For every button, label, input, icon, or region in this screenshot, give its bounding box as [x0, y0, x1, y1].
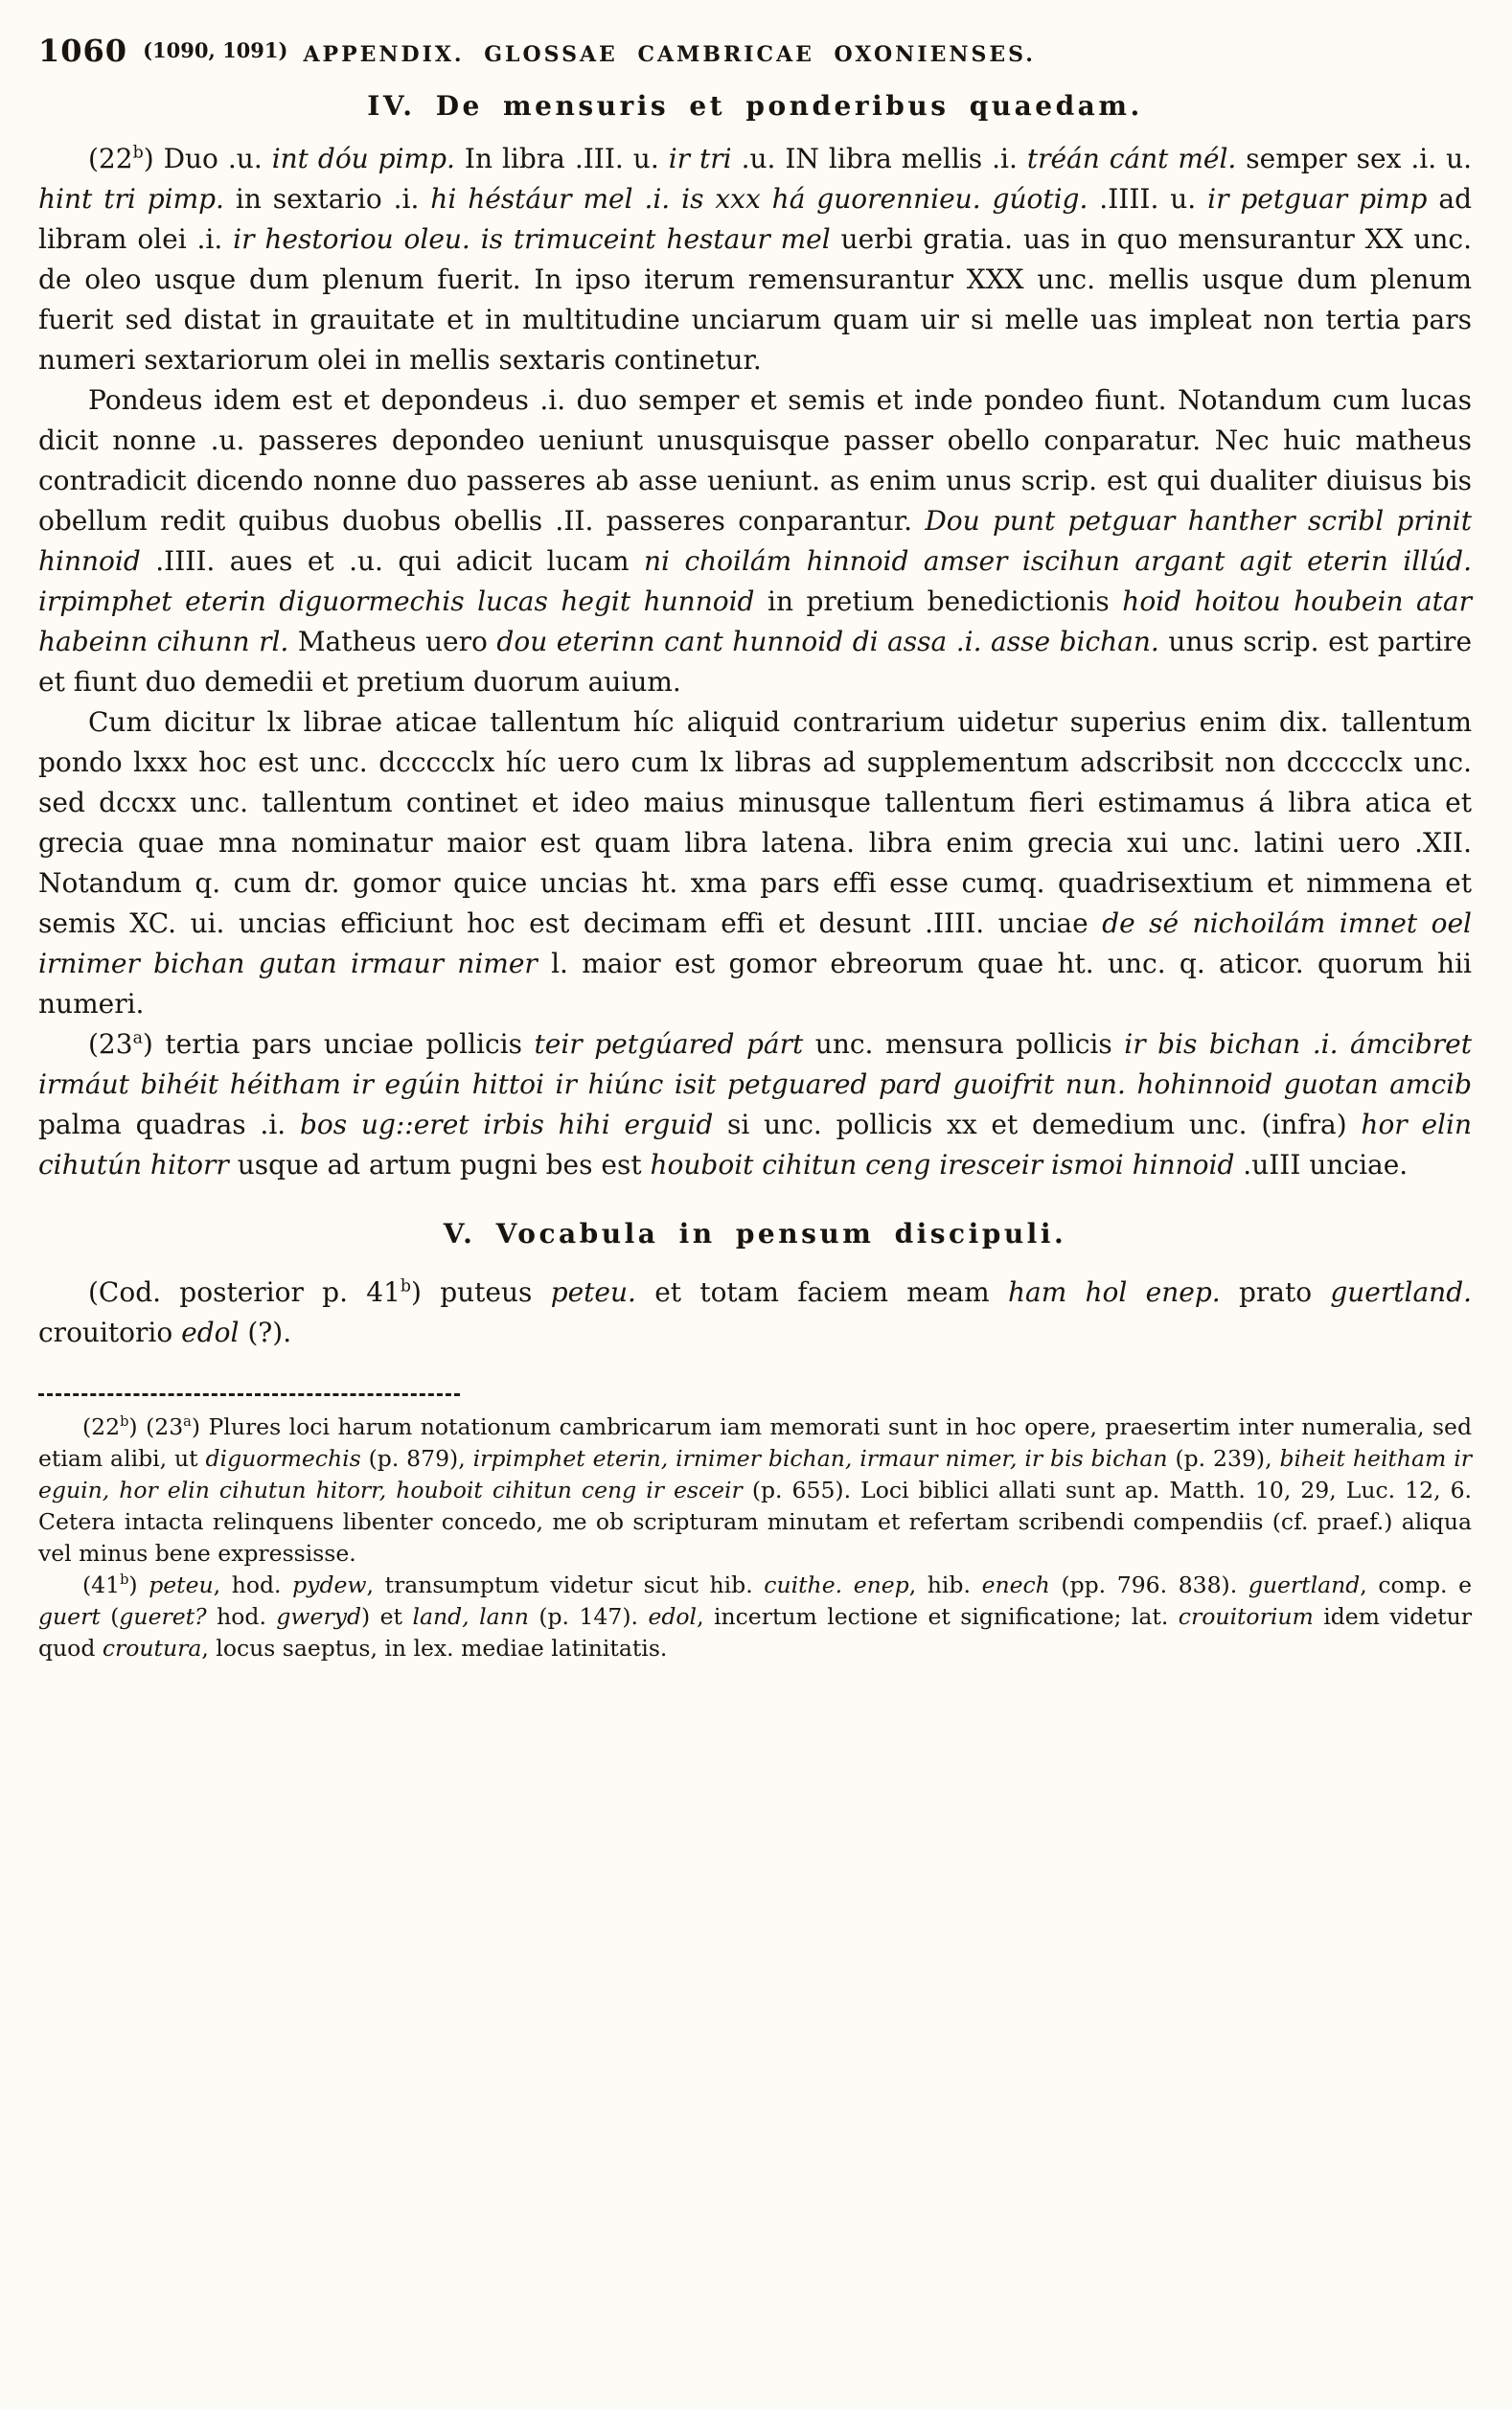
- page-number: 1060: [38, 33, 128, 69]
- footnotes-block: [38, 1411, 1472, 1664]
- section-iv-body: [38, 139, 1472, 1185]
- footnote-1: (22$^b$) (23$^a$) Plures loci harum notationum cambricarum iam memorati sunt in hoc opere, praesertim inter numeralia, sed etiam alibi, ut diguormechis (p. 879), irpimphet eterin, irnimer bichan, irmaur nimer, ir bis bichan (p. 239), biheit heitham ir eguin, hor elin cihutun hitorr, houboit cihitun ceng ir esceir (p. 655). Loci biblici allati sunt ap. Matth. 10, 29, Luc. 12, 6. Cetera intacta relinquens libenter concedo, me ob scripturam minutam et refertam scribendi compendiis (cf. praef.) aliqua vel minus bene expressisse.: [38, 1413, 1472, 1567]
- paragraph-vocabula: (Cod. posterior p. 41$^b$) puteus peteu. et totam faciem meam ham hol enep. prato guertland. crouitorio edol (?).: [38, 1276, 1473, 1348]
- paragraph-pollicis: (23$^a$) tertia pars unciae pollicis teir petgúared párt unc. mensura pollicis ir bis bichan .i. ámcibret irmáut bihéit héitham ir egúin hittoi ir hiúnc isit petguared pard guoifrit nun. hohinnoid guotan amcib palma quadras .i. bos ug::eret irbis hihi erguid si unc. pollicis xx et demedium unc. (infra) hor elin cihutún hitorr usque ad artum pugni bes est houboit cihitun ceng iresceir ismoi hinnoid .uIII unciae.: [38, 1028, 1473, 1181]
- section-heading-iv: IV. De mensuris et ponderibus quaedam.: [367, 90, 1143, 122]
- section-v-body: [38, 1273, 1472, 1353]
- paragraph-pondeus: Pondeus idem est et depondeus .i. duo semper et semis et inde pondeo fiunt. Notandum cum lucas dicit nonne .u. passeres depondeo ueniunt unusquisque passer obello conparatur. Nec huic matheus contradicit dicendo nonne duo passeres ab asse ueniunt. as enim unus scrip. est qui dualiter diuisus bis obellum redit quibus duobus obellis .II. passeres conparantur. Dou punt petguar hanther scribl prinit hinnoid .IIII. aues et .u. qui adicit lucam ni choilám hinnoid amser iscihun argant agit eterin illúd. irpimphet eterin diguormechis lucas hegit hunnoid in pretium benedictionis hoid hoitou houbein atar habeinn cihunn rl. Matheus uero dou eterinn cant hunnoid di assa .i. asse bichan. unus scrip. est partire et fiunt duo demedii et pretium duorum auium.: [38, 384, 1473, 698]
- running-title: APPENDIX. GLOSSAE CAMBRICAE OXONIENSES.: [303, 42, 1036, 67]
- footnote-separator: [38, 1393, 460, 1396]
- paragraph-mensuris-1: (22$^b$) Duo .u. int dóu pimp. In libra .III. u. ir tri .u. IN libra mellis .i. tréán cánt mél. semper sex .i. u. hint tri pimp. in sextario .i. hi héstáur mel .i. is xxx há guorennieu. gúotig. .IIII. u. ir petguar pimp ad libram olei .i. ir hestoriou oleu. is trimuceint hestaur mel uerbi gratia. uas in quo mensurantur XX unc. de oleo usque dum plenum fuerit. In ipso iterum remensurantur XXX unc. mellis usque dum plenum fuerit sed distat in grauitate et in multitudine unciarum quam uir si melle uas impleat non tertia pars numeri sextariorum olei in mellis sextaris continetur.: [38, 143, 1472, 376]
- section-heading-v: V. Vocabula in pensum discipuli.: [443, 1218, 1067, 1250]
- folio-refs: (1090, 1091): [143, 38, 288, 62]
- paragraph-tallentum: Cum dicitur lx librae aticae tallentum híc aliquid contrarium uidetur superius enim dix. tallentum pondo lxxx hoc est unc. dccccclx híc uero cum lx libras ad supplementum adscribsit non dccccclx unc. sed dccxx unc. tallentum continet et ideo maius minusque tallentum fieri estimamus á libra atica et grecia quae mna nominatur maior est quam libra latena. libra enim grecia xui unc. latini uero .XII. Notandum q. cum dr. gomor quice uncias ht. xma pars effi esse cumq. quadrisextium et nimmena et semis XC. ui. uncias efficiunt hoc est decimam effi et desunt .IIII. unciae de sé nichoilám imnet oel irnimer bichan gutan irmaur nimer l. maior est gomor ebreorum quae ht. unc. q. aticor. quorum hii numeri.: [38, 706, 1473, 1020]
- footnote-2: (41$^b$) peteu, hod. pydew, transumptum videtur sicut hib. cuithe. enep, hib. enech (pp. 796. 838). guertland, comp. e guert (gueret? hod. gweryd) et land, lann (p. 147). edol, incertum lectione et significatione; lat. crouitorium idem videtur quod croutura, locus saeptus, in lex. mediae latinitatis.: [38, 1572, 1472, 1662]
- page-header: [38, 33, 1472, 69]
